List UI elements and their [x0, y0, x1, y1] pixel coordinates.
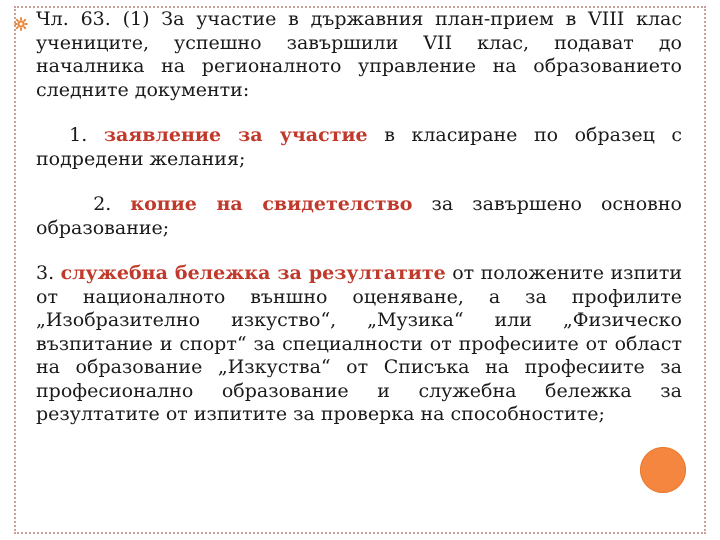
list-item [36, 262, 682, 427]
frame-border-left [14, 6, 16, 534]
item-highlight: заявление за участие [103, 124, 368, 146]
list-item [36, 193, 682, 240]
item-number: 3. [36, 262, 55, 284]
item-text: в класиране по образец с подредени желания; [36, 124, 683, 170]
item-text: за завършено основно образование; [36, 193, 682, 239]
article-content [36, 8, 682, 427]
item-number: 2. [93, 193, 112, 215]
item-highlight: копие на свидетелство [130, 193, 413, 215]
frame-border-right [704, 6, 706, 534]
item-number: 1. [69, 124, 88, 146]
decorative-orange-circle [640, 447, 686, 493]
item-highlight: служебна бележка за резултатите [60, 262, 446, 284]
list-item [36, 124, 682, 171]
article-intro: Чл. 63. (1) За участие в държавния план-прием в VIII клас учениците, успешно завършили VII клас, подават до началника на регионалното управление на образованието следните документи: [36, 8, 682, 101]
item-text: от положените изпити от националното външно оценяване, а за профилите „Изобразително изкуство“, „Музика“ или „Физическо възпитание и спорт“ за специалности от професиите от област на образование „Изкуства“ от Списъка на професиите за професионално образование и служебна бележка за резултатите от изпитите за проверка на способностите; [36, 262, 683, 425]
frame-border-bottom [14, 532, 706, 534]
sun-gear-bullet-icon [14, 17, 28, 31]
